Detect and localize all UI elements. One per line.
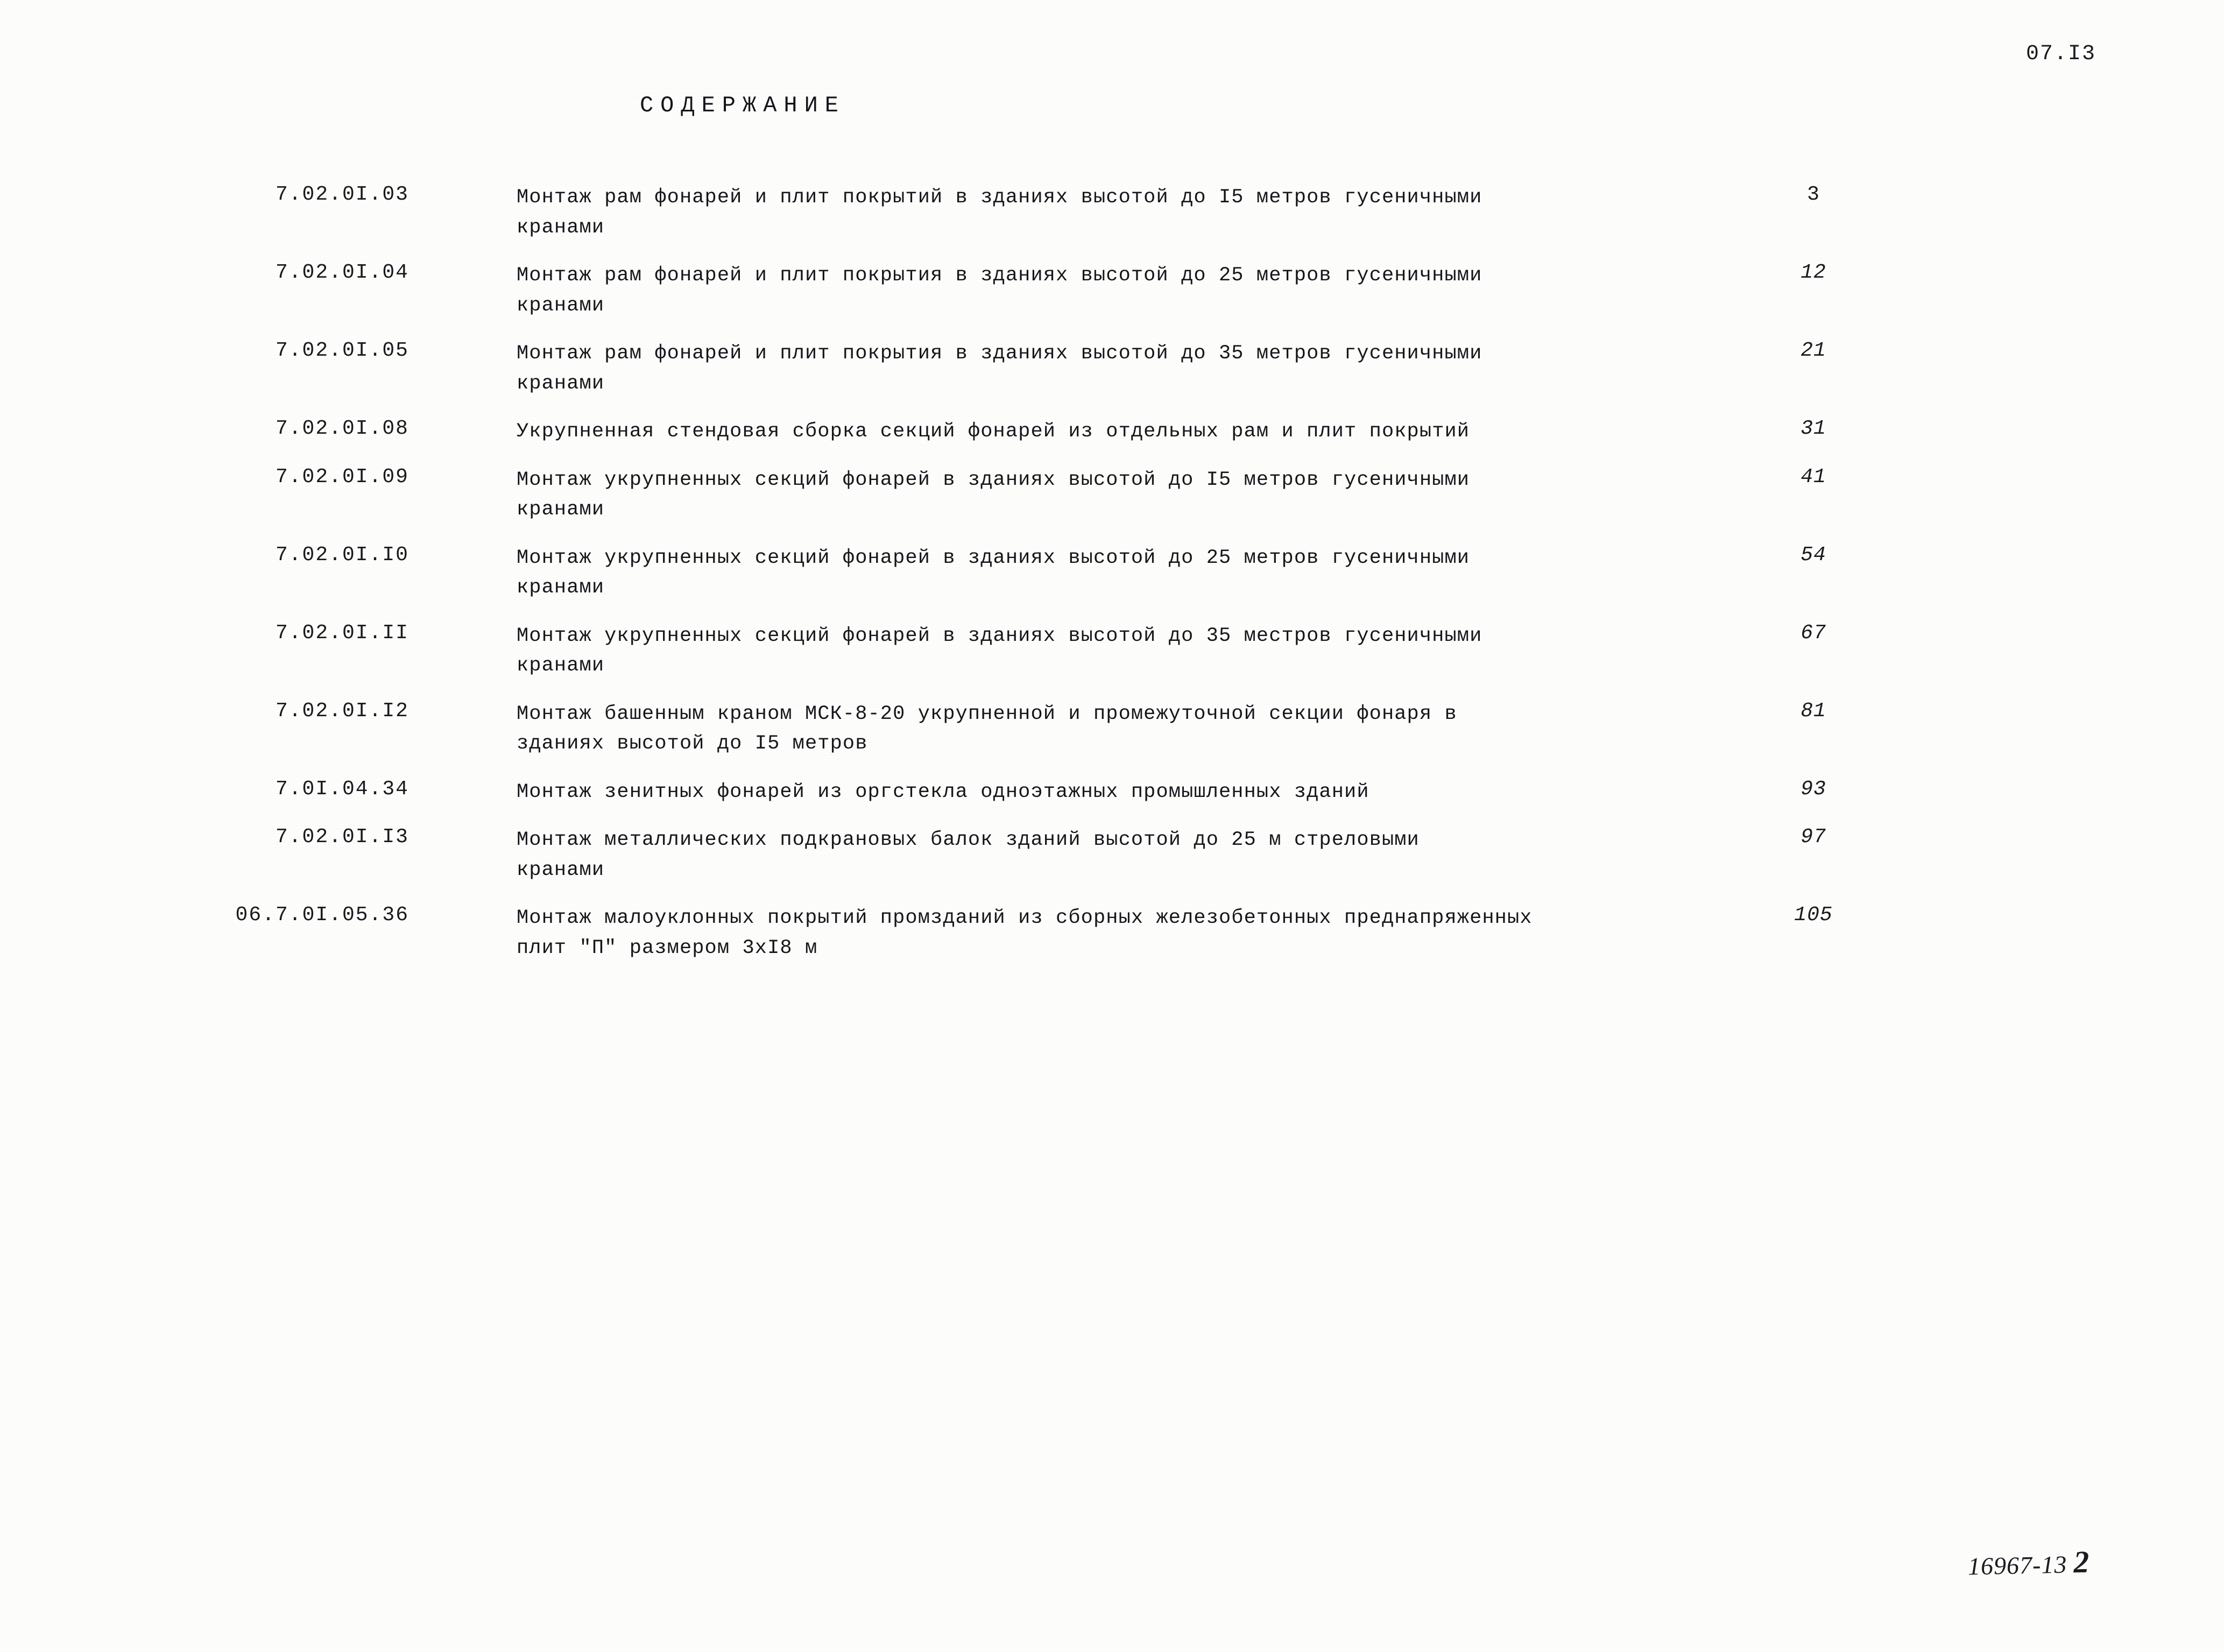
- toc-title: [409, 700, 1749, 759]
- toc-title: [409, 778, 1749, 808]
- toc-row[interactable]: [0, 465, 2224, 525]
- toc-row[interactable]: [0, 261, 2224, 321]
- toc-code: 7.02.0I.03: [275, 183, 409, 206]
- toc-title-line2: зданиях высотой до I5 метров: [517, 732, 868, 755]
- toc-title: [409, 261, 1749, 321]
- toc-page-number: 81: [1801, 699, 1826, 723]
- toc-code: 7.02.0I.09: [275, 465, 409, 489]
- toc-page-number: 93: [1801, 777, 1826, 801]
- toc-row[interactable]: [0, 417, 2224, 447]
- toc-row[interactable]: [0, 825, 2224, 885]
- toc-title: [409, 417, 1749, 447]
- toc-title-line1: Монтаж зенитных фонарей из оргстекла одноэтажных промышленных зданий: [517, 780, 1369, 803]
- toc-title-line1: Монтаж укрупненных секций фонарей в зданиях высотой до I5 метров гусеничными: [517, 468, 1470, 491]
- toc-page-number: 54: [1801, 543, 1826, 567]
- toc-title: [409, 622, 1749, 681]
- toc-row[interactable]: [0, 183, 2224, 243]
- toc-title: [409, 903, 1749, 963]
- toc-page-number: 41: [1801, 465, 1826, 489]
- toc-code: 7.02.0I.II: [275, 621, 409, 645]
- page-corner-code: 07.I3: [2025, 42, 2096, 66]
- toc-title: [409, 183, 1749, 243]
- toc-title: [409, 543, 1749, 603]
- toc-code: 7.02.0I.I3: [275, 825, 409, 849]
- toc-page-number: 21: [1801, 339, 1826, 362]
- toc-row[interactable]: [0, 903, 2224, 963]
- toc-title-line2: кранами: [517, 216, 605, 239]
- toc-title-line1: Монтаж металлических подкрановых балок зданий высотой до 25 м стреловыми: [517, 829, 1420, 851]
- toc-page-number: 3: [1807, 183, 1820, 206]
- toc-title-line2: кранами: [517, 858, 605, 881]
- toc-page-number: 67: [1801, 621, 1826, 645]
- toc-title-line1: Укрупненная стендовая сборка секций фонарей из отдельных рам и плит покрытий: [517, 420, 1470, 443]
- toc-title-line1: Монтаж малоуклонных покрытий промзданий из сборных железобетонных преднапряженных: [517, 907, 1533, 929]
- toc-page-number: 105: [1794, 903, 1833, 927]
- toc-title-line2: плит "П" размером 3хI8 м: [517, 936, 818, 959]
- stamp-number: 2: [2073, 1544, 2090, 1580]
- page-title: СОДЕРЖАНИЕ: [639, 93, 846, 118]
- table-of-contents: [0, 183, 2224, 982]
- toc-row[interactable]: [0, 339, 2224, 399]
- toc-title: [409, 339, 1749, 399]
- toc-title-line1: Монтаж укрупненных секций фонарей в зданиях высотой до 25 метров гусеничными: [517, 546, 1470, 569]
- toc-code: 7.02.0I.05: [275, 339, 409, 362]
- toc-code: 7.02.0I.I0: [275, 543, 409, 567]
- toc-page-number: 12: [1801, 261, 1826, 284]
- toc-code: 7.0I.04.34: [275, 777, 409, 801]
- toc-row[interactable]: [0, 778, 2224, 808]
- handwritten-stamp: [1967, 1544, 2090, 1583]
- toc-title-line2: кранами: [517, 294, 605, 317]
- toc-title-line1: Монтаж рам фонарей и плит покрытия в зданиях высотой до 25 метров гусеничными: [517, 264, 1482, 287]
- toc-row[interactable]: [0, 700, 2224, 759]
- toc-title: [409, 825, 1749, 885]
- toc-page-number: 97: [1801, 825, 1826, 849]
- toc-title-line1: Монтаж рам фонарей и плит покрытия в зданиях высотой до 35 метров гусеничными: [517, 342, 1482, 365]
- toc-code: 06.7.0I.05.36: [235, 903, 409, 927]
- toc-code: 7.02.0I.I2: [275, 699, 409, 723]
- toc-row[interactable]: [0, 543, 2224, 603]
- toc-title-line1: Монтаж укрупненных секций фонарей в зданиях высотой до 35 местров гусеничными: [517, 624, 1482, 647]
- toc-title-line2: кранами: [517, 654, 605, 677]
- toc-title-line1: Монтаж рам фонарей и плит покрытий в зданиях высотой до I5 метров гусеничными: [517, 186, 1482, 209]
- toc-title: [409, 465, 1749, 525]
- toc-title-line1: Монтаж башенным краном МСК-8-20 укрупненной и промежуточной секции фонаря в: [517, 702, 1457, 725]
- toc-code: 7.02.0I.04: [275, 261, 409, 284]
- toc-title-line2: кранами: [517, 576, 605, 599]
- toc-code: 7.02.0I.08: [275, 417, 409, 440]
- toc-title-line2: кранами: [517, 498, 605, 521]
- toc-page-number: 31: [1801, 417, 1826, 440]
- toc-title-line2: кранами: [517, 372, 605, 395]
- stamp-code: 16967-13: [1967, 1550, 2067, 1580]
- toc-row[interactable]: [0, 622, 2224, 681]
